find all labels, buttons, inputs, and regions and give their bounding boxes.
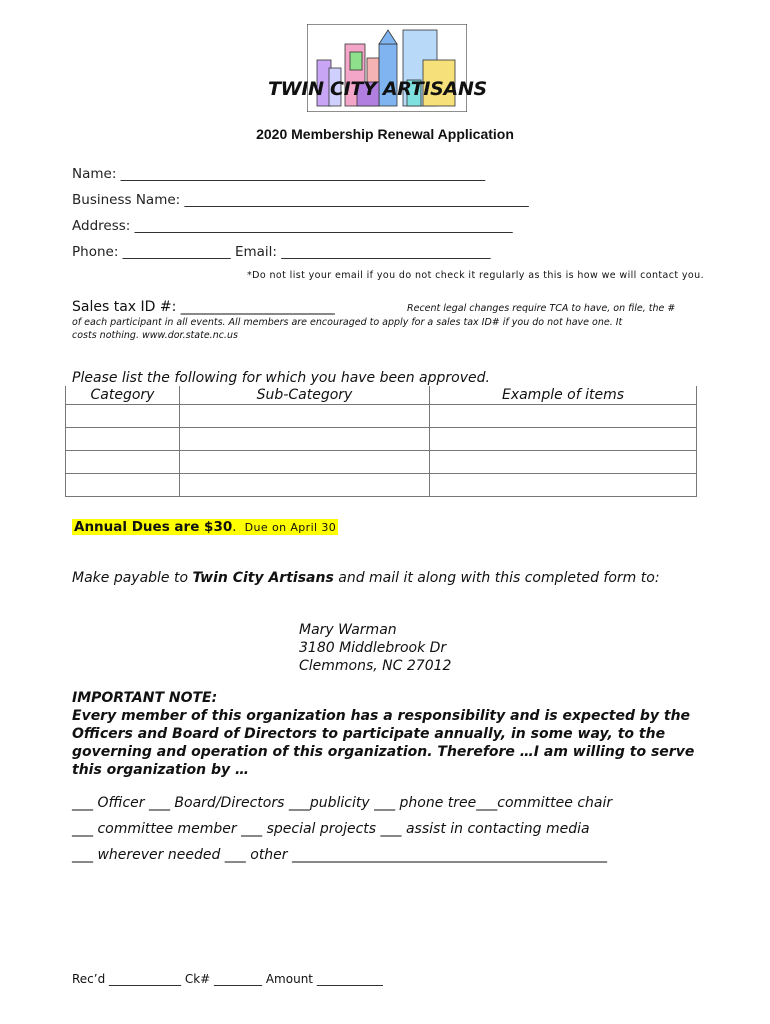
mailing-address-line: 3180 Middlebrook Dr bbox=[299, 640, 447, 656]
important-text-line: this organization by … bbox=[72, 762, 249, 778]
payment-payee: Twin City Artisans bbox=[192, 570, 334, 586]
important-text-line: governing and operation of this organization. Therefore …I am willing to serve bbox=[72, 744, 695, 760]
dues-amount: Annual Dues are $30 bbox=[74, 519, 233, 535]
important-heading: IMPORTANT NOTE: bbox=[72, 690, 218, 706]
volunteer-options-line[interactable]: ___ wherever needed ___ other _____________________________________________ bbox=[72, 847, 607, 863]
name-field[interactable]: Name: ______________________________________________________ bbox=[72, 166, 486, 182]
payment-suffix: and mail it along with this completed form to: bbox=[333, 570, 660, 586]
table-cell[interactable] bbox=[66, 451, 180, 474]
table-row bbox=[66, 428, 697, 451]
dues-period: . bbox=[232, 520, 237, 535]
mailing-address-line: Clemmons, NC 27012 bbox=[299, 658, 452, 674]
table-cell[interactable] bbox=[66, 405, 180, 428]
table-cell[interactable] bbox=[180, 428, 430, 451]
table-cell[interactable] bbox=[430, 474, 697, 497]
table-cell[interactable] bbox=[430, 428, 697, 451]
business-name-field[interactable]: Business Name: ___________________________________________________ bbox=[72, 192, 529, 208]
table-row bbox=[66, 474, 697, 497]
legal-note-line: of each participant in all events. All members are encouraged to apply for a sales tax ID# if you do not have one. It bbox=[72, 317, 623, 328]
payment-prefix: Make payable to bbox=[72, 570, 193, 586]
address-field[interactable]: Address: ________________________________________________________ bbox=[72, 218, 513, 234]
mailing-address-line: Mary Warman bbox=[299, 622, 397, 638]
categories-table bbox=[65, 386, 697, 497]
table-cell[interactable] bbox=[430, 405, 697, 428]
legal-note-line: costs nothing. www.dor.state.nc.us bbox=[72, 330, 238, 341]
table-row bbox=[66, 405, 697, 428]
payment-instructions bbox=[72, 570, 660, 586]
phone-email-field[interactable]: Phone: ________________ Email: _______________________________ bbox=[72, 244, 491, 260]
table-row bbox=[66, 451, 697, 474]
annual-dues-banner bbox=[72, 519, 338, 535]
page-title: 2020 Membership Renewal Application bbox=[256, 126, 514, 142]
table-cell[interactable] bbox=[430, 451, 697, 474]
legal-note-line: Recent legal changes require TCA to have, on file, the # bbox=[407, 303, 676, 314]
logo-title: TWIN CITY ARTISANS bbox=[268, 78, 487, 100]
sales-tax-field[interactable]: Sales tax ID #: ______________________ bbox=[72, 299, 335, 315]
categories-intro: Please list the following for which you have been approved. bbox=[72, 370, 490, 386]
column-header-examples: Example of items bbox=[430, 386, 697, 405]
table-cell[interactable] bbox=[66, 474, 180, 497]
email-note: *Do not list your email if you do not check it regularly as this is how we will contact you. bbox=[247, 270, 704, 281]
volunteer-options-line[interactable]: ___ committee member ___ special projects ___ assist in contacting media bbox=[72, 821, 590, 837]
table-cell[interactable] bbox=[66, 428, 180, 451]
important-text-line: Officers and Board of Directors to participate annually, in some way, to the bbox=[72, 726, 666, 742]
table-cell[interactable] bbox=[180, 405, 430, 428]
column-header-subcategory: Sub-Category bbox=[180, 386, 430, 405]
office-use-line: Rec’d ____________ Ck# ________ Amount ___________ bbox=[72, 972, 383, 986]
table-cell[interactable] bbox=[180, 451, 430, 474]
column-header-category: Category bbox=[66, 386, 180, 405]
table-cell[interactable] bbox=[180, 474, 430, 497]
important-text-line: Every member of this organization has a responsibility and is expected by the bbox=[72, 708, 691, 724]
volunteer-options-line[interactable]: ___ Officer ___ Board/Directors ___publicity ___ phone tree___committee chair bbox=[72, 795, 613, 811]
dues-date: Due on April 30 bbox=[244, 521, 337, 534]
